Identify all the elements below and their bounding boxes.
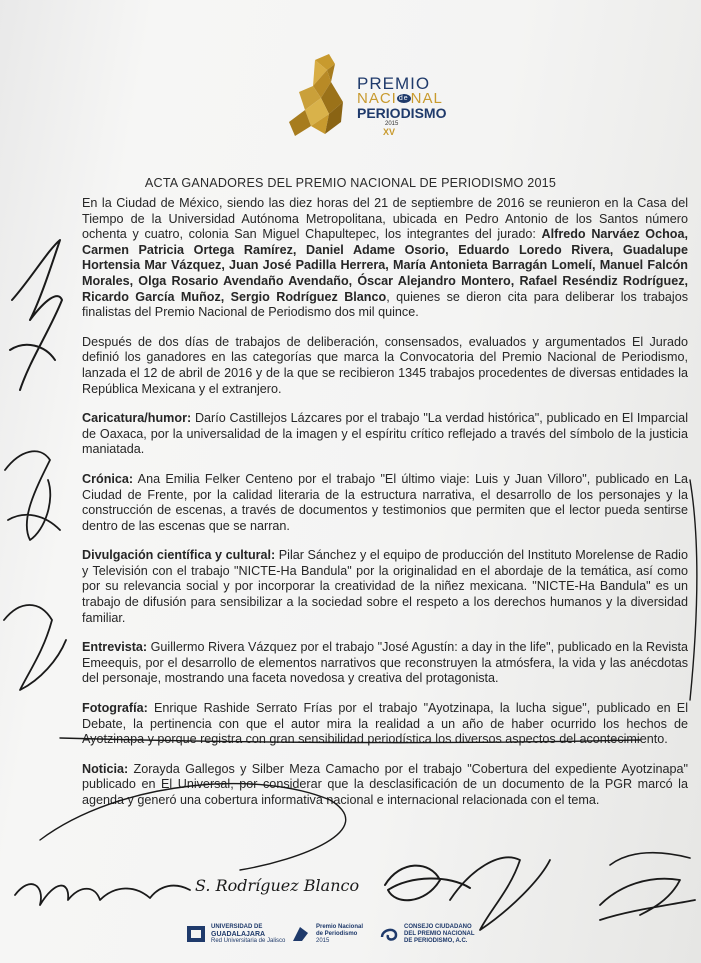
category-cronica: Crónica: Ana Emilia Felker Centeno por el trabajo "El último viaje: Luis y Juan Villoro", publicado en La Ciudad de Frente, por la calidad literaria de la estructura narrativa, el desarrollo de los personajes y la construcción de escenas, a través de documentos y testimonios que permiten que el lector pueda sentirse dentro de las escenas que se narran. <box>82 471 688 533</box>
logo-nacional: NACI de NAL <box>357 90 443 107</box>
signature-left-2 <box>5 451 60 540</box>
signature-rodriguez-blanco: S. Rodríguez Blanco <box>195 876 360 895</box>
category-label: Divulgación científica y cultural: <box>82 548 276 563</box>
category-label: Fotografía: <box>82 701 148 716</box>
deliberation-paragraph: Después de dos días de trabajos de deliberación, consensados, evaluados y argumentados El Jurado definió los ganadores en las categorías que marca la Convocatoria del Premio Nacional de Periodismo, lanzada el 12 de abril de 2016 y de la que se recibieron 1345 trabajos procedentes de diversas entidades la República Mexicana y el extranjero. <box>82 334 688 396</box>
logo-periodismo: PERIODISMO <box>357 105 447 122</box>
category-caricatura: Caricatura/humor: Darío Castillejos Lázcares por el trabajo "La verdad histórica", publicado en El Imparcial de Oaxaca, por la universalidad de la imagen y el espíritu crítico reflejado a través del símbolo de la justicia maniatada. <box>82 411 688 457</box>
footer-logo-consejo: CONSEJO CIUDADANO DEL PREMIO NACIONAL DE PERIODISMO, A.C. <box>378 918 475 950</box>
logo-premio: PREMIO <box>357 74 431 93</box>
signature-bottom-right-2 <box>600 879 695 920</box>
category-entrevista: Entrevista: Guillermo Rivera Vázquez por el trabajo "José Agustín: a day in the life", publicado en la Revista Emeequis, por el desarrollo de elementos narrativos que reconstruyen la atmósfera, la vida y las anécdotas del personaje, mostrando una faceta novedosa y creativa del protagonista. <box>82 640 688 686</box>
origami-bird-icon <box>285 52 357 142</box>
category-label: Noticia: <box>82 761 129 776</box>
category-label: Entrevista: <box>82 640 148 655</box>
document-body <box>82 196 688 823</box>
signature-left-3 <box>4 605 66 690</box>
signature-top-right <box>610 853 690 865</box>
jury-names: Alfredo Narváez Ochoa, Carmen Patricia Ortega Ramírez, Daniel Adame Osorio, Eduardo Loredo Rivera, Guadalupe Hortensia Mar Vázquez, Juan José Padilla Herrera, María Antonieta Barragán Lomelí, Manuel Falcón Morales, Olga Rosario Avendaño Avendaño, Óscar Alejandro Montero, Rafael Reséndiz Rodríguez, Ricardo García Muñoz, Sergio Rodríguez Blanco <box>82 227 688 304</box>
logo-wordmark <box>357 76 447 137</box>
category-label: Caricatura/humor: <box>82 411 192 426</box>
category-divulgacion: Divulgación científica y cultural: Pilar Sánchez y el equipo de producción del Instituto Morelense de Radio y Televisión con el trabajo "NICTE-Ha Bandula" por la originalidad en el abordaje de la temática, así como por su relevancia social y por incorporar la creatividad de la niñez mexicana. "NICTE-Ha Bandula" es un trabajo de difusión para sensibilizar a la sociedad sobre el respeto a los derechos humanos y la diversidad familiar. <box>82 548 688 625</box>
document-title: ACTA GANADORES DEL PREMIO NACIONAL DE PERIODISMO 2015 <box>144 176 557 190</box>
signature-bottom-left <box>15 884 190 905</box>
signature-right-margin <box>690 480 697 700</box>
signature-left-1 <box>10 240 62 390</box>
premio-logo <box>285 50 445 145</box>
signature-bottom-center <box>385 866 470 901</box>
logo-edition: XV <box>383 127 396 138</box>
footer-logo-udg: UNIVERSIDAD DE GUADALAJARA Red Universitaria de Jalisco <box>185 918 285 950</box>
category-fotografia: Fotografía: Enrique Rashide Serrato Frías por el trabajo "Ayotzinapa, la lucha sigue", publicado en El Debate, la pertinencia con que el autor mira la realidad a un año de haber ocurrido los hechos de Ayotzinapa y porque registra con gran sensibilidad periodística los diversos aspectos del acontecimiento. <box>82 701 688 747</box>
footer-logo-premio: Premio Nacional de Periodismo 2015 <box>290 918 363 950</box>
logo-year: 2015 <box>385 121 399 128</box>
premio-bird-icon <box>290 923 312 945</box>
category-noticia: Noticia: Zorayda Gallegos y Silber Meza Camacho por el trabajo "Cobertura del expediente Ayotzinapa" publicado en El Universal, por considerar que la desclasificación de un documento de la PGR marcó la agenda y generó una cobertura informativa nacional e internacional relacionada con el tema. <box>82 761 688 807</box>
category-label: Crónica: <box>82 471 134 486</box>
udg-seal-icon <box>185 923 207 945</box>
consejo-swirl-icon <box>378 923 400 945</box>
intro-paragraph: En la Ciudad de México, siendo las diez horas del 21 de septiembre de 2016 se reunieron en la Casa del Tiempo de la Universidad Autónoma Metropolitana, ubicada en Pedro Antonio de los Santos número ochenta y cuatro, colonia San Miguel Chapultepec, los integrantes del jurado: Alfredo Narváez Ochoa, Carmen Patricia Ortega Ramírez, Daniel Adame Osorio, Eduardo Loredo Rivera, Guadalupe Hortensia Mar Vázquez, Juan José Padilla Herrera, María Antonieta Barragán Lomelí, Manuel Falcón Morales, Olga Rosario Avendaño Avendaño, Óscar Alejandro Montero, Rafael Reséndiz Rodríguez, Ricardo García Muñoz, Sergio Rodríguez Blanco, quienes se dieron cita para deliberar los trabajos finalistas del Premio Nacional de Periodismo dos mil quince. <box>82 196 689 320</box>
